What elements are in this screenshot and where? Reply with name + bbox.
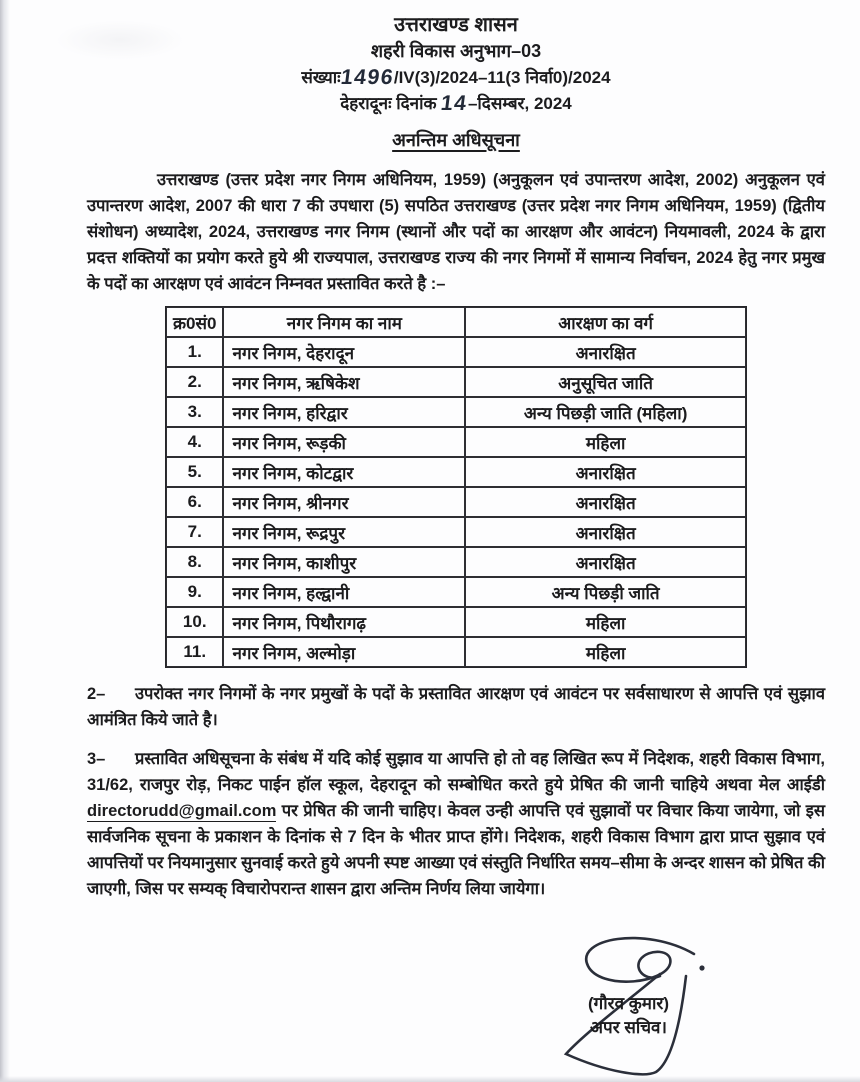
table-header-row <box>166 307 746 337</box>
row-serial-number: 3. <box>166 397 223 427</box>
row-corporation-name: नगर निगम, ऋषिकेश <box>223 367 465 397</box>
row-reservation-category: महिला <box>465 427 746 457</box>
date-handwritten: 14 <box>439 91 470 115</box>
row-reservation-category: अनुसूचित जाति <box>465 367 746 397</box>
signatory-designation: अपर सचिव। <box>590 1018 667 1037</box>
place-date-prefix: देहरादूनः दिनांक <box>340 94 442 113</box>
paragraph-2-number: 2– <box>87 685 106 703</box>
paragraph-3-text-2: पर प्रेषित की जानी चाहिए। केवल उन्ही आपत्ति एवं सुझावों पर विचार किया जायेगा, जो इस सार्वजनिक सूचना के प्रकाशन के दिनांक से 7 दिन के भीतर प्राप्त होंगे। निदेशक, शहरी विकास विभाग द्वारा प्राप्त सुझाव एवं आपत्तियों पर नियमानुसार सुनवाई करते हुये अपनी स्पष्ट आख्या एवं संस्तुति निर्धारित समय–सीमा के अन्दर शासन को प्रेषित की जाएगी, जिस पर सम्यक् विचारोपरान्त शासन द्वारा अन्तिम निर्णय लिया जायेगा। <box>87 802 825 898</box>
table-row <box>166 367 746 397</box>
director-email-link[interactable]: directorudd@gmail.com <box>87 802 277 820</box>
row-corporation-name: नगर निगम, पिथौरागढ़ <box>223 607 465 637</box>
row-reservation-category: अन्य पिछड़ी जाति <box>465 577 746 607</box>
row-corporation-name: नगर निगम, हल्द्वानी <box>223 577 465 607</box>
header-serial-number: क्र0सं0 <box>166 307 223 337</box>
reservation-table <box>165 306 747 668</box>
row-corporation-name: नगर निगम, कोटद्वार <box>223 457 465 487</box>
row-reservation-category: महिला <box>465 607 746 637</box>
table-row <box>166 397 746 427</box>
reservation-table-wrap <box>165 306 747 668</box>
row-serial-number: 7. <box>166 517 223 547</box>
row-corporation-name: नगर निगम, श्रीनगर <box>223 487 465 517</box>
letter-number-suffix: /IV(3)/2024–11(3 निर्वा0)/2024 <box>393 68 611 87</box>
row-reservation-category: अनारक्षित <box>465 457 746 487</box>
table-row <box>166 577 746 607</box>
row-reservation-category: अनारक्षित <box>465 487 746 517</box>
submission-paragraph <box>87 746 825 902</box>
table-row <box>166 457 746 487</box>
row-serial-number: 10. <box>166 607 223 637</box>
objections-paragraph <box>87 681 825 733</box>
table-row <box>166 637 746 667</box>
signatory <box>536 992 721 1040</box>
document-title: अनन्तिम अधिसूचना <box>392 130 520 150</box>
government-name: उत्तराखण्ड शासन <box>394 14 518 36</box>
place-date-suffix: –दिसम्बर, 2024 <box>467 94 572 113</box>
table-row <box>166 337 746 367</box>
row-serial-number: 8. <box>166 547 223 577</box>
row-serial-number: 5. <box>166 457 223 487</box>
row-corporation-name: नगर निगम, अल्मोड़ा <box>223 637 465 667</box>
letter-number-prefix: संख्याः <box>301 68 341 87</box>
header-reservation-category: आरक्षण का वर्ग <box>465 307 746 337</box>
row-serial-number: 1. <box>166 337 223 367</box>
table-row <box>166 607 746 637</box>
reservation-table-body <box>166 337 746 667</box>
table-row <box>166 517 746 547</box>
row-reservation-category: अनारक्षित <box>465 547 746 577</box>
preamble-paragraph: उत्तराखण्ड (उत्तर प्रदेश नगर निगम अधिनियम, 1959) (अनुकूलन एवं उपान्तरण आदेश, 2002) अनुकूलन एवं उपान्तरण आदेश, 2007 की धारा 7 की उपधारा (5) सपठित उत्तराखण्ड (उत्तर प्रदेश नगर निगम अधिनियम, 1959) (द्वितीय संशोधन) अध्यादेश, 2024, उत्तराखण्ड नगर निगम (स्थानों और पदों का आरक्षण और आवंटन) नियमावली, 2024 के द्वारा प्रदत्त शक्तियों का प्रयोग करते हुये श्री राज्यपाल, उत्तराखण्ड राज्य की नगर निगमों में सामान्य निर्वाचन, 2024 हेतु नगर प्रमुख के पदों का आरक्षण एवं आवंटन निम्नवत प्रस्तावित करते है :– <box>87 171 825 293</box>
row-reservation-category: अनारक्षित <box>465 517 746 547</box>
row-corporation-name: नगर निगम, रूड़की <box>223 427 465 457</box>
paragraph-3-text-1: प्रस्तावित अधिसूचना के संबंध में यदि कोई सुझाव या आपत्ति हो तो वह लिखित रूप में निदेशक, शहरी विकास विभाग, 31/62, राजपुर रोड़, निकट पाईन हॉल स्कूल, देहरादून को सम्बोधित करते हुये प्रेषित की जानी चाहिये अथवा मेल आईडी <box>87 750 825 794</box>
row-corporation-name: नगर निगम, काशीपुर <box>223 547 465 577</box>
header-corporation-name: नगर निगम का नाम <box>223 307 465 337</box>
table-row <box>166 547 746 577</box>
row-reservation-category: अन्य पिछड़ी जाति (महिला) <box>465 397 746 427</box>
scan-edge-left <box>0 0 10 1082</box>
row-reservation-category: अनारक्षित <box>465 337 746 367</box>
row-reservation-category: महिला <box>465 637 746 667</box>
row-serial-number: 9. <box>166 577 223 607</box>
row-serial-number: 4. <box>166 427 223 457</box>
place-date-line <box>87 91 825 115</box>
paragraph-2-text: उपरोक्त नगर निगमों के नगर प्रमुखों के पदों के प्रस्तावित आरक्षण एवं आवंटन पर सर्वसाधारण से आपत्ति एवं सुझाव आमंत्रित किये जाते है। <box>87 685 825 729</box>
signatory-name: (गौरव कुमार) <box>587 994 669 1013</box>
row-serial-number: 11. <box>166 637 223 667</box>
table-row <box>166 427 746 457</box>
row-serial-number: 6. <box>166 487 223 517</box>
scan-edge-bottom <box>0 1076 860 1082</box>
row-corporation-name: नगर निगम, देहरादून <box>223 337 465 367</box>
row-corporation-name: नगर निगम, रूद्रपुर <box>223 517 465 547</box>
department-name: शहरी विकास अनुभाग–03 <box>370 41 542 61</box>
paragraph-3-number: 3– <box>87 750 106 768</box>
row-corporation-name: नगर निगम, हरिद्वार <box>223 397 465 427</box>
table-row <box>166 487 746 517</box>
letter-number-line <box>87 65 825 89</box>
letter-number-handwritten: 1496 <box>339 65 396 89</box>
row-serial-number: 2. <box>166 367 223 397</box>
signature-block <box>536 932 751 1080</box>
